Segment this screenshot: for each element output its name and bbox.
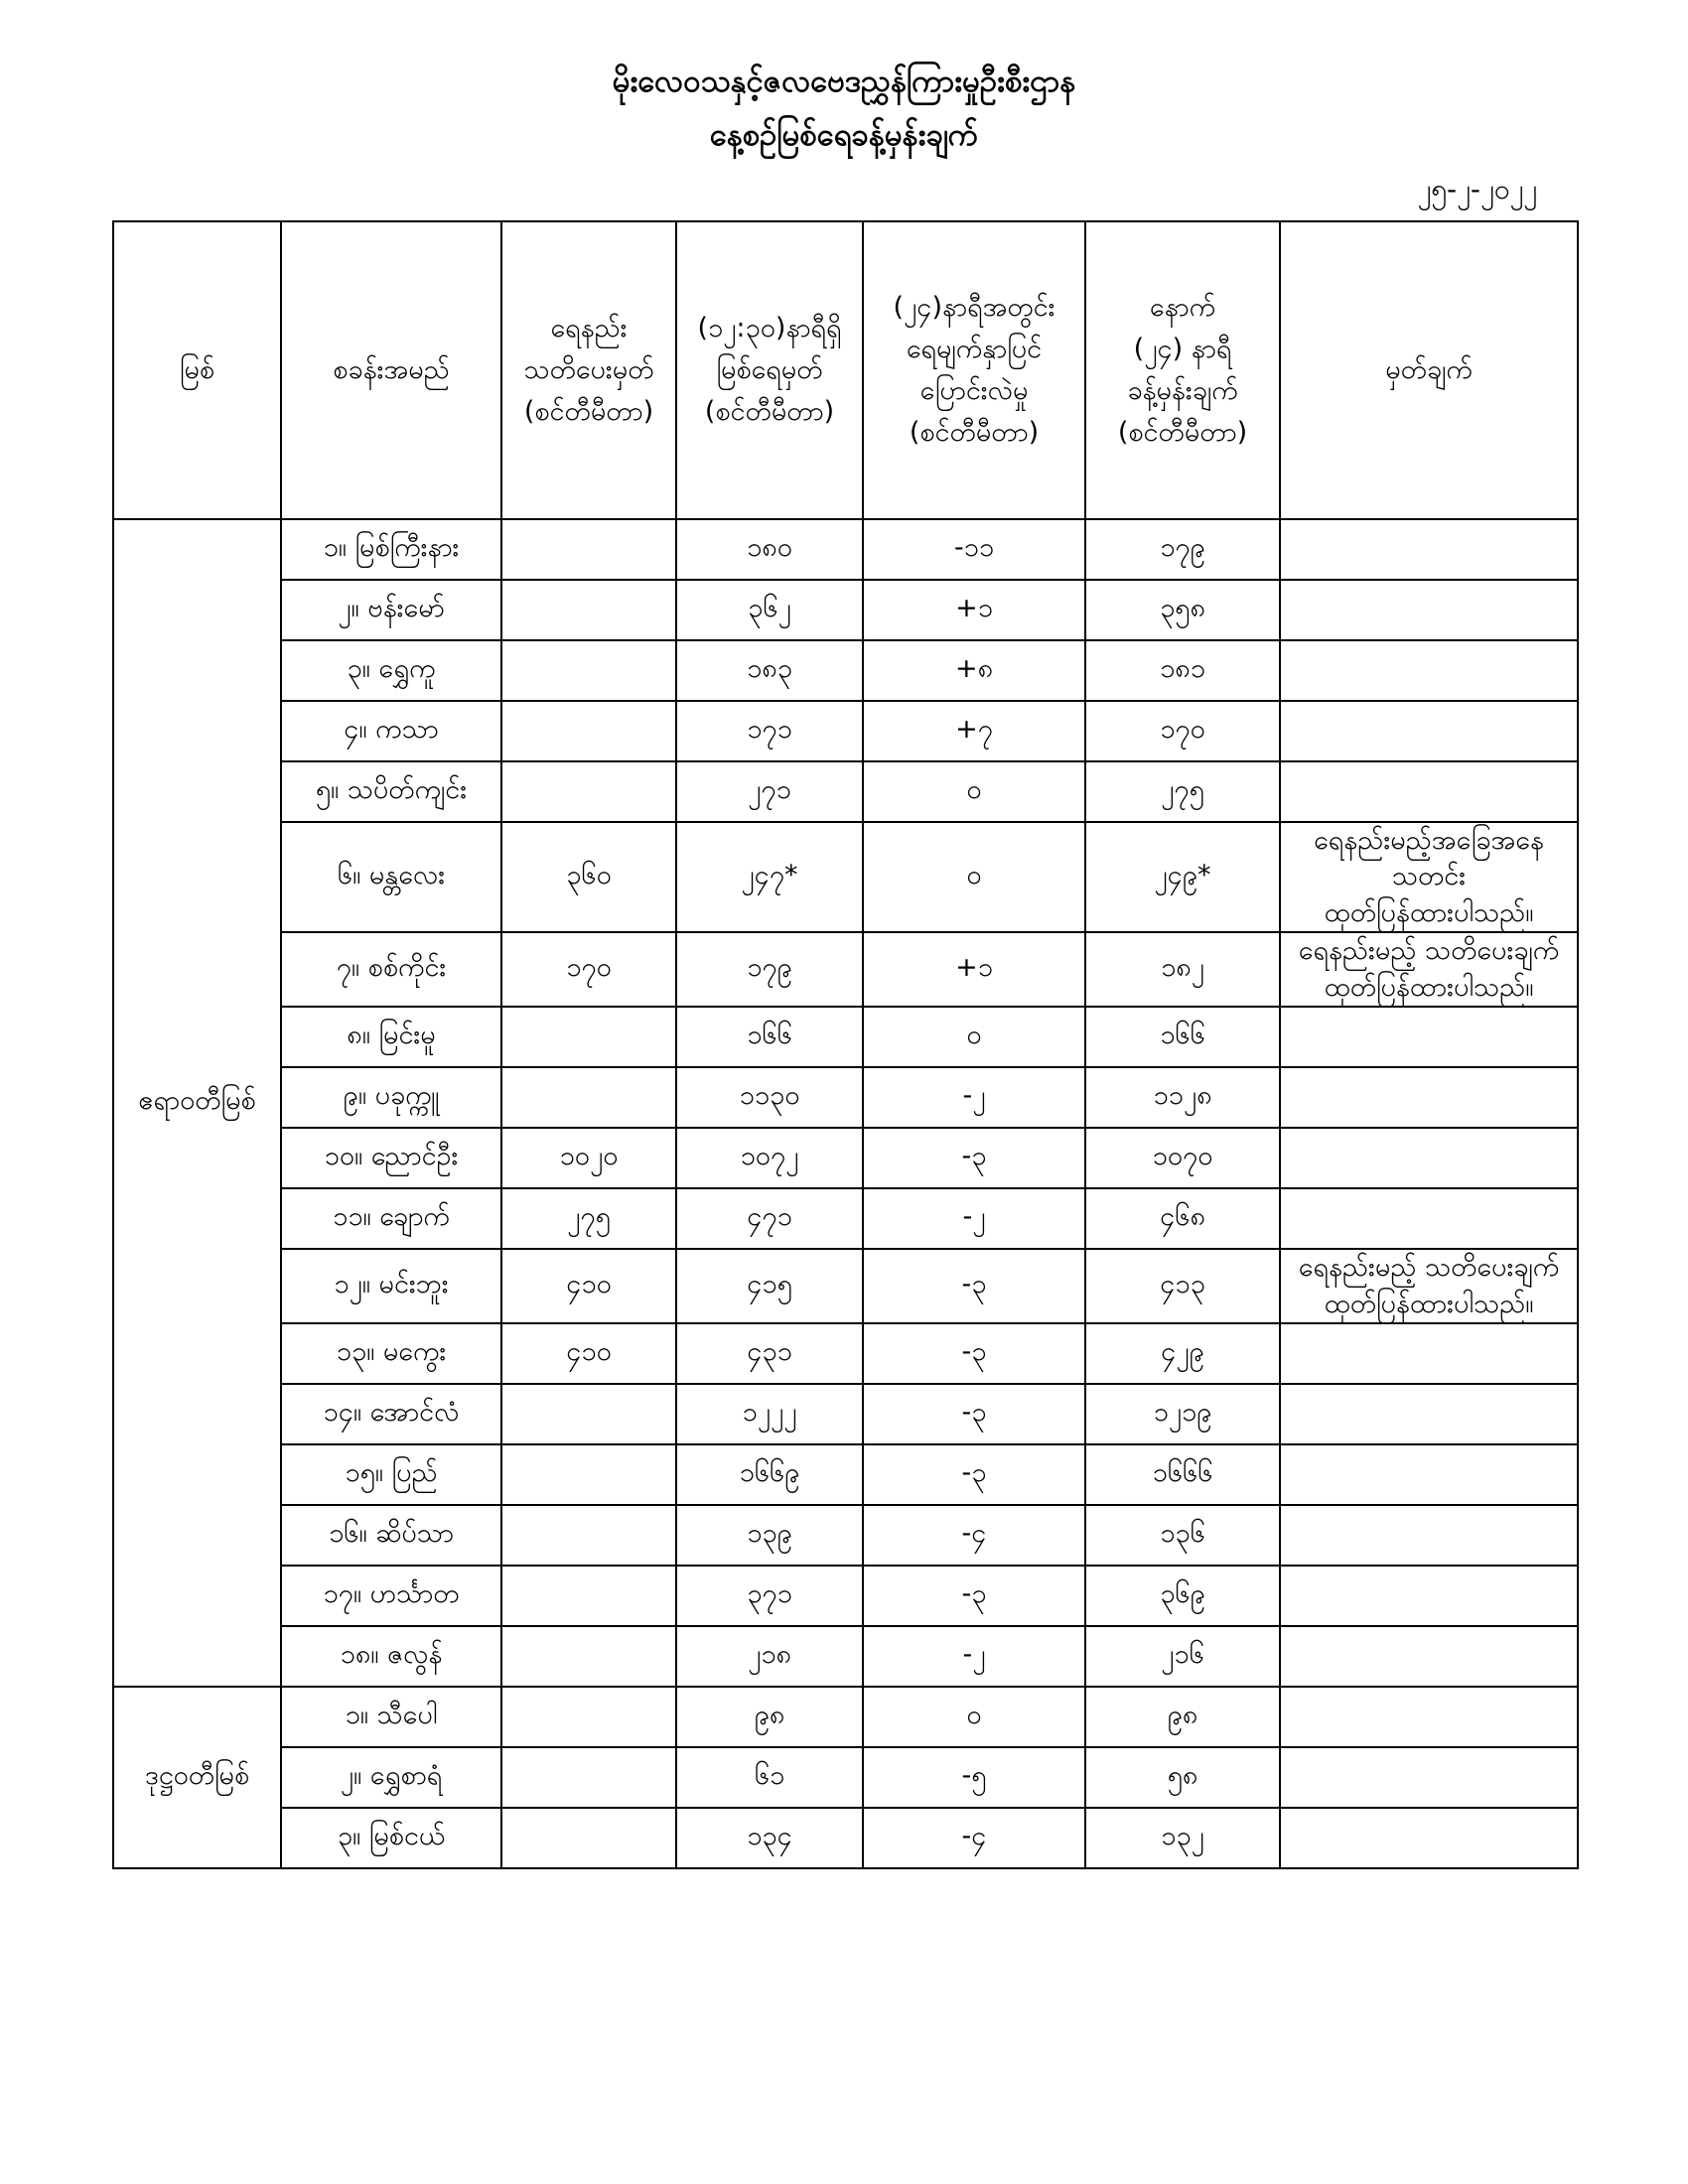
water-level-cell: ၁၇၉	[676, 932, 863, 1007]
station-cell: ၁၃။ မကွေး	[281, 1323, 501, 1384]
station-cell: ၈။ မြင်းမူ	[281, 1007, 501, 1067]
table-row	[113, 761, 1578, 822]
station-cell: ၉။ ပခုက္ကူ	[281, 1067, 501, 1128]
danger-level-cell: ၁၀၂၀	[501, 1128, 676, 1188]
station-cell: ၅။ သပိတ်ကျင်း	[281, 761, 501, 822]
remark-cell	[1280, 1444, 1578, 1505]
remark-cell	[1280, 1808, 1578, 1868]
water-level-cell: ၁၂၂၂	[676, 1384, 863, 1444]
water-level-cell: ၁၁၃၀	[676, 1067, 863, 1128]
water-level-cell: ၁၈၀	[676, 519, 863, 580]
danger-level-cell	[501, 1067, 676, 1128]
table-row	[113, 1007, 1578, 1067]
remark-cell	[1280, 1067, 1578, 1128]
change-cell: ၀	[863, 1687, 1085, 1747]
water-level-cell: ၃၆၂	[676, 580, 863, 640]
station-cell: ၁၈။ ဇလွန်	[281, 1626, 501, 1687]
danger-level-cell	[501, 1505, 676, 1566]
remark-cell	[1280, 640, 1578, 701]
water-level-cell: ၉၈	[676, 1687, 863, 1747]
station-cell: ၃။ မြစ်ငယ်	[281, 1808, 501, 1868]
change-cell: -၂	[863, 1067, 1085, 1128]
page-title: မိုးလေဝသနှင့်ဇလဗေဒညွှန်ကြားမှုဦးစီးဌာန	[612, 64, 1076, 99]
water-level-cell: ၆၁	[676, 1747, 863, 1808]
table-row	[113, 1505, 1578, 1566]
water-level-cell: ၄၇၁	[676, 1188, 863, 1249]
table-row	[113, 1566, 1578, 1626]
remark-cell	[1280, 580, 1578, 640]
remark-cell	[1280, 1566, 1578, 1626]
forecast-cell: ၄၂၉	[1085, 1323, 1280, 1384]
station-cell: ၁၂။ မင်းဘူး	[281, 1249, 501, 1323]
table-row	[113, 1323, 1578, 1384]
report-date: ၂၅-၂-၂၀၂၂	[1417, 173, 1537, 205]
danger-level-cell	[501, 1808, 676, 1868]
change-cell: -၅	[863, 1747, 1085, 1808]
header-station: စခန်းအမည်	[281, 221, 501, 519]
change-cell: -၂	[863, 1626, 1085, 1687]
river-name-cell: ဒုဋ္ဌဝတီမြစ်	[113, 1687, 281, 1868]
forecast-cell: ၄၆၈	[1085, 1188, 1280, 1249]
table-row	[113, 580, 1578, 640]
water-level-cell: ၁၀၇၂	[676, 1128, 863, 1188]
forecast-cell: ၁၈၂	[1085, 932, 1280, 1007]
forecast-cell: ၁၀၇၀	[1085, 1128, 1280, 1188]
forecast-cell: ၁၇၉	[1085, 519, 1280, 580]
remark-cell: ရေနည်းမည့် သတိပေးချက် ထုတ်ပြန်ထားပါသည်။	[1280, 932, 1578, 1007]
change-cell: ၀	[863, 822, 1085, 932]
change-cell: +၈	[863, 640, 1085, 701]
forecast-cell: ၁၆၆	[1085, 1007, 1280, 1067]
danger-level-cell	[501, 1626, 676, 1687]
header-water-level: (၁၂:၃၀)နာရီရှိ မြစ်ရေမှတ် (စင်တီမီတာ)	[676, 221, 863, 519]
table-row	[113, 1808, 1578, 1868]
forecast-cell: ၂၇၅	[1085, 761, 1280, 822]
header-river: မြစ်	[113, 221, 281, 519]
danger-level-cell: ၄၁၀	[501, 1323, 676, 1384]
table-row	[113, 1626, 1578, 1687]
header-remark: မှတ်ချက်	[1280, 221, 1578, 519]
change-cell: -၃	[863, 1323, 1085, 1384]
change-cell: -၃	[863, 1249, 1085, 1323]
danger-level-cell: ၃၆၀	[501, 822, 676, 932]
station-cell: ၄။ ကသာ	[281, 701, 501, 761]
water-level-cell: ၁၃၉	[676, 1505, 863, 1566]
remark-cell	[1280, 1626, 1578, 1687]
danger-level-cell	[501, 640, 676, 701]
water-level-cell: ၁၆၆၉	[676, 1444, 863, 1505]
change-cell: +၁	[863, 932, 1085, 1007]
forecast-cell: ၃၆၉	[1085, 1566, 1280, 1626]
table-row	[113, 822, 1578, 932]
forecast-cell: ၁၈၁	[1085, 640, 1280, 701]
remark-cell	[1280, 1188, 1578, 1249]
station-cell: ၁၇။ ဟင်္သာတ	[281, 1566, 501, 1626]
water-level-cell: ၂၇၁	[676, 761, 863, 822]
water-level-cell: ၁၇၁	[676, 701, 863, 761]
forecast-cell: ၅၈	[1085, 1747, 1280, 1808]
change-cell: ၀	[863, 761, 1085, 822]
water-level-cell: ၄၃၁	[676, 1323, 863, 1384]
remark-cell: ရေနည်းမည့် သတိပေးချက် ထုတ်ပြန်ထားပါသည်။	[1280, 1249, 1578, 1323]
table-row	[113, 1067, 1578, 1128]
change-cell: -၃	[863, 1128, 1085, 1188]
forecast-cell: ၁၁၂၈	[1085, 1067, 1280, 1128]
station-cell: ၆။ မန္တလေး	[281, 822, 501, 932]
station-cell: ၂။ ဗန်းမော်	[281, 580, 501, 640]
table-row	[113, 1384, 1578, 1444]
forecast-cell: ၁၃၂	[1085, 1808, 1280, 1868]
water-level-cell: ၂၁၈	[676, 1626, 863, 1687]
danger-level-cell	[501, 701, 676, 761]
station-cell: ၁၁။ ချောက်	[281, 1188, 501, 1249]
remark-cell: ရေနည်းမည့်အခြေအနေသတင်း ထုတ်ပြန်ထားပါသည်။	[1280, 822, 1578, 932]
river-name-cell: ဧရာဝတီမြစ်	[113, 519, 281, 1687]
danger-level-cell	[501, 1007, 676, 1067]
remark-cell	[1280, 1687, 1578, 1747]
danger-level-cell	[501, 1687, 676, 1747]
water-level-cell: ၁၆၆	[676, 1007, 863, 1067]
header-forecast: နောက် (၂၄) နာရီ ခန့်မှန်းချက် (စင်တီမီတာ)	[1085, 221, 1280, 519]
change-cell: +၁	[863, 580, 1085, 640]
water-level-cell: ၃၇၁	[676, 1566, 863, 1626]
danger-level-cell: ၄၁၀	[501, 1249, 676, 1323]
change-cell: -၃	[863, 1384, 1085, 1444]
station-cell: ၁၄။ အောင်လံ	[281, 1384, 501, 1444]
station-cell: ၁။ သီပေါ	[281, 1687, 501, 1747]
table-row	[113, 1687, 1578, 1747]
forecast-cell: ၉၈	[1085, 1687, 1280, 1747]
danger-level-cell	[501, 519, 676, 580]
table-row	[113, 932, 1578, 1007]
change-cell: -၄	[863, 1808, 1085, 1868]
remark-cell	[1280, 1505, 1578, 1566]
table-row	[113, 1747, 1578, 1808]
table-row	[113, 1444, 1578, 1505]
forecast-cell: ၁၃၆	[1085, 1505, 1280, 1566]
danger-level-cell	[501, 1747, 676, 1808]
danger-level-cell: ၁၇၀	[501, 932, 676, 1007]
remark-cell	[1280, 1747, 1578, 1808]
header-24h-change: (၂၄)နာရီအတွင်း ရေမျက်နှာပြင် ပြောင်းလဲမှု (စင်တီမီတာ)	[863, 221, 1085, 519]
danger-level-cell	[501, 761, 676, 822]
danger-level-cell	[501, 1444, 676, 1505]
table-row	[113, 519, 1578, 580]
change-cell: -၂	[863, 1188, 1085, 1249]
station-cell: ၁။ မြစ်ကြီးနား	[281, 519, 501, 580]
danger-level-cell	[501, 580, 676, 640]
table-row	[113, 640, 1578, 701]
station-cell: ၃။ ရွှေကူ	[281, 640, 501, 701]
remark-cell	[1280, 519, 1578, 580]
remark-cell	[1280, 1007, 1578, 1067]
water-level-cell: ၄၁၅	[676, 1249, 863, 1323]
table-row	[113, 1188, 1578, 1249]
forecast-cell: ၃၅၈	[1085, 580, 1280, 640]
danger-level-cell	[501, 1384, 676, 1444]
danger-level-cell	[501, 1566, 676, 1626]
forecast-cell: ၁၂၁၉	[1085, 1384, 1280, 1444]
station-cell: ၇။ စစ်ကိုင်း	[281, 932, 501, 1007]
forecast-cell: ၄၁၃	[1085, 1249, 1280, 1323]
table-row	[113, 1128, 1578, 1188]
remark-cell	[1280, 701, 1578, 761]
remark-cell	[1280, 1128, 1578, 1188]
table-body	[113, 519, 1578, 1868]
station-cell: ၁၅။ ပြည်	[281, 1444, 501, 1505]
remark-cell	[1280, 1323, 1578, 1384]
station-cell: ၂။ ရွှေစာရံ	[281, 1747, 501, 1808]
table-row	[113, 1249, 1578, 1323]
forecast-cell: ၂၄၉*	[1085, 822, 1280, 932]
station-cell: ၁၆။ ဆိပ်သာ	[281, 1505, 501, 1566]
remark-cell	[1280, 1384, 1578, 1444]
water-level-cell: ၁၃၄	[676, 1808, 863, 1868]
forecast-cell: ၁၆၆၆	[1085, 1444, 1280, 1505]
change-cell: -၁၁	[863, 519, 1085, 580]
river-forecast-table	[112, 220, 1579, 1869]
change-cell: +၇	[863, 701, 1085, 761]
remark-cell	[1280, 761, 1578, 822]
change-cell: -၃	[863, 1566, 1085, 1626]
header-danger-level: ရေနည်း သတိပေးမှတ် (စင်တီမီတာ)	[501, 221, 676, 519]
table-header-row	[113, 221, 1578, 519]
water-level-cell: ၁၈၃	[676, 640, 863, 701]
station-cell: ၁၀။ ညောင်ဦး	[281, 1128, 501, 1188]
forecast-cell: ၂၁၆	[1085, 1626, 1280, 1687]
water-level-cell: ၂၄၇*	[676, 822, 863, 932]
change-cell: ၀	[863, 1007, 1085, 1067]
change-cell: -၃	[863, 1444, 1085, 1505]
table-row	[113, 701, 1578, 761]
danger-level-cell: ၂၇၅	[501, 1188, 676, 1249]
change-cell: -၄	[863, 1505, 1085, 1566]
page-subtitle: နေ့စဉ်မြစ်ရေခန့်မှန်းချက်	[709, 117, 979, 153]
forecast-cell: ၁၇၀	[1085, 701, 1280, 761]
